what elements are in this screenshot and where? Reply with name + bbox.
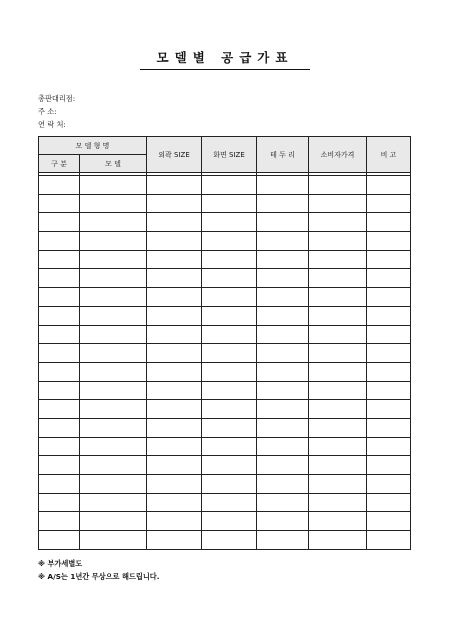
table-cell[interactable]: [39, 288, 80, 307]
table-cell[interactable]: [309, 381, 367, 400]
outer-size-header: 외곽 SIZE: [147, 137, 202, 173]
table-cell[interactable]: [202, 512, 257, 531]
table-cell[interactable]: [202, 400, 257, 419]
table-cell[interactable]: [39, 325, 80, 344]
table-cell[interactable]: [367, 213, 411, 232]
table-cell[interactable]: [367, 250, 411, 269]
table-cell[interactable]: [147, 250, 202, 269]
table-cell[interactable]: [257, 531, 309, 550]
table-cell[interactable]: [80, 288, 147, 307]
table-cell[interactable]: [202, 213, 257, 232]
table-cell[interactable]: [309, 288, 367, 307]
table-cell[interactable]: [80, 381, 147, 400]
table-cell[interactable]: [39, 437, 80, 456]
table-cell[interactable]: [80, 400, 147, 419]
table-cell[interactable]: [367, 176, 411, 195]
table-cell[interactable]: [367, 531, 411, 550]
table-row: [39, 176, 411, 195]
table-cell[interactable]: [309, 475, 367, 494]
table-cell[interactable]: [367, 362, 411, 381]
table-cell[interactable]: [309, 325, 367, 344]
table-cell[interactable]: [39, 194, 80, 213]
table-cell[interactable]: [147, 288, 202, 307]
document-title: 모델별 공급가표: [156, 50, 294, 65]
table-cell[interactable]: [309, 362, 367, 381]
remarks-header: 비 고: [367, 137, 411, 173]
table-cell[interactable]: [309, 213, 367, 232]
table-cell[interactable]: [80, 456, 147, 475]
table-cell[interactable]: [147, 531, 202, 550]
table-cell[interactable]: [80, 250, 147, 269]
table-cell[interactable]: [202, 456, 257, 475]
table-cell[interactable]: [202, 232, 257, 251]
table-cell[interactable]: [309, 344, 367, 363]
table-cell[interactable]: [257, 456, 309, 475]
table-cell[interactable]: [367, 232, 411, 251]
table-cell[interactable]: [39, 493, 80, 512]
table-cell[interactable]: [39, 400, 80, 419]
table-row: [39, 250, 411, 269]
table-cell[interactable]: [202, 381, 257, 400]
table-cell[interactable]: [257, 250, 309, 269]
table-cell[interactable]: [80, 306, 147, 325]
table-cell[interactable]: [257, 306, 309, 325]
table-cell[interactable]: [80, 493, 147, 512]
table-row: [39, 269, 411, 288]
table-cell[interactable]: [202, 437, 257, 456]
table-cell[interactable]: [39, 512, 80, 531]
table-cell[interactable]: [39, 250, 80, 269]
table-cell[interactable]: [309, 531, 367, 550]
table-cell[interactable]: [39, 213, 80, 232]
table-cell[interactable]: [257, 400, 309, 419]
table-cell[interactable]: [147, 325, 202, 344]
table-cell[interactable]: [309, 437, 367, 456]
as-note: [38, 572, 159, 582]
table-cell[interactable]: [147, 418, 202, 437]
table-cell[interactable]: [147, 194, 202, 213]
table-cell[interactable]: [257, 475, 309, 494]
table-cell[interactable]: [39, 362, 80, 381]
table-cell[interactable]: [80, 325, 147, 344]
table-cell[interactable]: [80, 418, 147, 437]
table-cell[interactable]: [39, 381, 80, 400]
table-cell[interactable]: [39, 475, 80, 494]
table-cell[interactable]: [39, 269, 80, 288]
table-cell[interactable]: [257, 232, 309, 251]
table-cell[interactable]: [147, 362, 202, 381]
table-cell[interactable]: [309, 194, 367, 213]
table-row: [39, 456, 411, 475]
table-cell[interactable]: [147, 306, 202, 325]
table-cell[interactable]: [147, 400, 202, 419]
model-group-header: 모 델 형 명: [39, 137, 147, 155]
table-cell[interactable]: [309, 176, 367, 195]
table-cell[interactable]: [202, 344, 257, 363]
table-cell[interactable]: [39, 344, 80, 363]
table-cell[interactable]: [367, 418, 411, 437]
table-cell[interactable]: [147, 475, 202, 494]
table-cell[interactable]: [202, 176, 257, 195]
table-cell[interactable]: [367, 512, 411, 531]
screen-size-header: 화면 SIZE: [202, 137, 257, 173]
table-cell[interactable]: [147, 269, 202, 288]
table-cell[interactable]: [309, 456, 367, 475]
table-cell[interactable]: [367, 269, 411, 288]
table-cell[interactable]: [80, 269, 147, 288]
table-cell[interactable]: [147, 512, 202, 531]
table-cell[interactable]: [309, 400, 367, 419]
table-cell[interactable]: [147, 437, 202, 456]
table-row: [39, 531, 411, 550]
table-cell[interactable]: [147, 344, 202, 363]
table-cell[interactable]: [257, 512, 309, 531]
table-cell[interactable]: [39, 531, 80, 550]
consumer-price-header: 소비자가격: [309, 137, 367, 173]
table-row: [39, 512, 411, 531]
table-cell[interactable]: [367, 344, 411, 363]
table-cell[interactable]: [147, 176, 202, 195]
table-row: [39, 400, 411, 419]
table-cell[interactable]: [309, 269, 367, 288]
table-cell[interactable]: [367, 381, 411, 400]
table-cell[interactable]: [257, 418, 309, 437]
table-row: [39, 362, 411, 381]
table-cell[interactable]: [202, 194, 257, 213]
table-cell[interactable]: [257, 269, 309, 288]
table-cell[interactable]: [202, 362, 257, 381]
reference-mark-icon: ※: [38, 559, 45, 568]
table-cell[interactable]: [80, 475, 147, 494]
table-cell[interactable]: [367, 194, 411, 213]
model-header: 모 델: [80, 155, 147, 173]
table-cell[interactable]: [257, 288, 309, 307]
frame-header: 테 두 리: [257, 137, 309, 173]
table-cell[interactable]: [202, 493, 257, 512]
table-cell[interactable]: [367, 306, 411, 325]
table-cell[interactable]: [80, 512, 147, 531]
table-cell[interactable]: [367, 493, 411, 512]
table-cell[interactable]: [202, 475, 257, 494]
table-cell[interactable]: [257, 437, 309, 456]
table-cell[interactable]: [80, 232, 147, 251]
table-row: [39, 344, 411, 363]
table-cell[interactable]: [80, 362, 147, 381]
table-row: [39, 475, 411, 494]
table-row: [39, 232, 411, 251]
table-cell[interactable]: [257, 194, 309, 213]
table-cell[interactable]: [257, 344, 309, 363]
table-cell[interactable]: [257, 381, 309, 400]
table-cell[interactable]: [257, 362, 309, 381]
table-cell[interactable]: [147, 493, 202, 512]
table-cell[interactable]: [367, 325, 411, 344]
table-cell[interactable]: [39, 456, 80, 475]
table-cell[interactable]: [202, 306, 257, 325]
table-cell[interactable]: [39, 176, 80, 195]
reference-mark-icon: ※: [38, 572, 45, 581]
table-cell[interactable]: [147, 213, 202, 232]
table-cell[interactable]: [39, 418, 80, 437]
table-row: [39, 325, 411, 344]
table-cell[interactable]: [202, 531, 257, 550]
table-row: [39, 306, 411, 325]
table-row: [39, 418, 411, 437]
table-cell[interactable]: [367, 437, 411, 456]
table-cell[interactable]: [80, 437, 147, 456]
table-cell[interactable]: [367, 456, 411, 475]
table-row: [39, 213, 411, 232]
table-cell[interactable]: [309, 232, 367, 251]
price-table: [38, 136, 411, 550]
table-cell[interactable]: [80, 213, 147, 232]
table-cell[interactable]: [257, 325, 309, 344]
table-row: [39, 493, 411, 512]
table-cell[interactable]: [309, 493, 367, 512]
table-cell[interactable]: [80, 531, 147, 550]
table-body: [39, 173, 411, 550]
table-cell[interactable]: [202, 269, 257, 288]
table-cell[interactable]: [80, 176, 147, 195]
table-cell[interactable]: [257, 176, 309, 195]
table-cell[interactable]: [257, 493, 309, 512]
table-cell[interactable]: [257, 213, 309, 232]
as-note-text: A/S는 1년간 무상으로 해드립니다.: [47, 572, 160, 581]
table-cell[interactable]: [367, 475, 411, 494]
table-cell[interactable]: [202, 418, 257, 437]
contact-label: 연 락 처:: [38, 120, 66, 129]
table-row: [39, 437, 411, 456]
table-cell[interactable]: [202, 250, 257, 269]
table-cell[interactable]: [309, 512, 367, 531]
vat-note-text: 부가세별도: [47, 559, 83, 568]
vat-note: [38, 559, 82, 569]
table-cell[interactable]: [309, 250, 367, 269]
table-cell[interactable]: [367, 288, 411, 307]
category-header: 구 분: [39, 155, 80, 173]
table-cell[interactable]: [367, 400, 411, 419]
table-cell[interactable]: [39, 232, 80, 251]
address-label: 주 소:: [38, 107, 57, 116]
table-cell[interactable]: [202, 288, 257, 307]
table-cell[interactable]: [147, 456, 202, 475]
table-row: [39, 194, 411, 213]
table-row: [39, 288, 411, 307]
table-cell[interactable]: [39, 306, 80, 325]
table-cell[interactable]: [309, 418, 367, 437]
table-cell[interactable]: [80, 194, 147, 213]
table-cell[interactable]: [309, 306, 367, 325]
table-cell[interactable]: [80, 344, 147, 363]
dealer-label: 총판대리점:: [38, 94, 76, 103]
title-underline: [140, 69, 310, 70]
table-cell[interactable]: [202, 325, 257, 344]
table-cell[interactable]: [147, 232, 202, 251]
table-row: [39, 381, 411, 400]
table-cell[interactable]: [147, 381, 202, 400]
